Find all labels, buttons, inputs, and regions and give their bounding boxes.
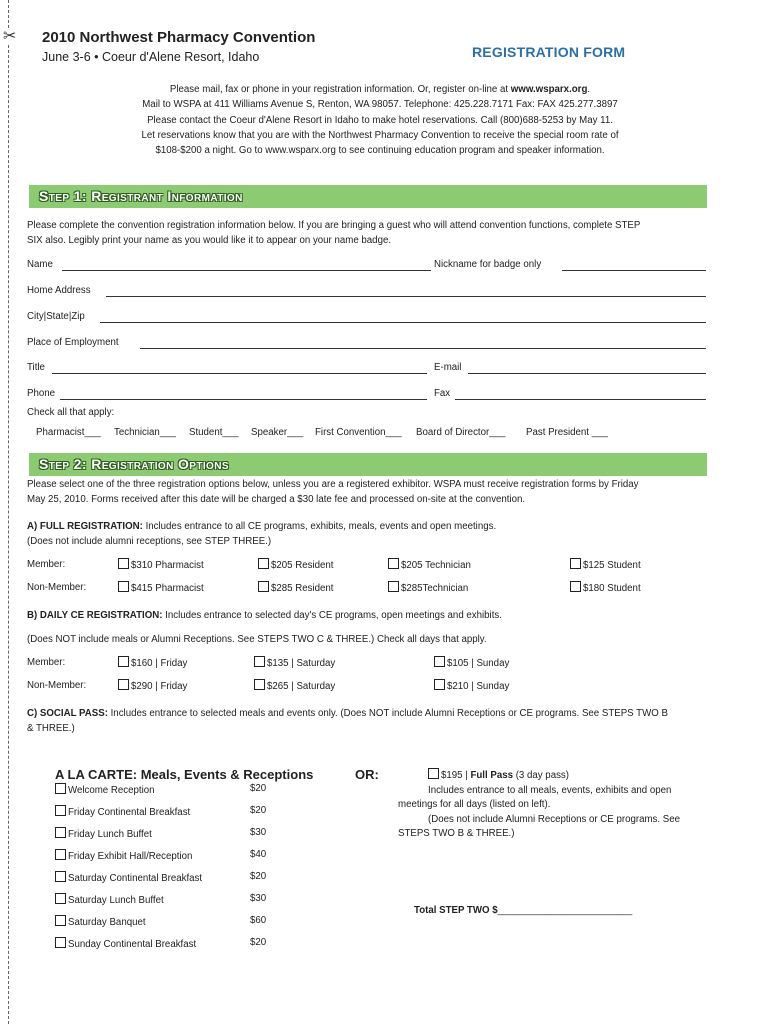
alacarte-item[interactable] <box>55 849 192 862</box>
member-label: Member: <box>27 657 66 668</box>
step2-description <box>27 478 717 507</box>
role-first-convention[interactable]: First Convention___ <box>315 427 402 438</box>
pass-description: Includes entrance to all meals, events, exhibits and open <box>428 784 672 796</box>
intro-text <box>50 82 710 158</box>
checkbox[interactable] <box>570 558 581 569</box>
pass-description: meetings for all days (listed on left). <box>398 799 551 810</box>
option-label: $285Technician <box>401 583 469 594</box>
step1-header <box>29 185 707 208</box>
item-label: Saturday Lunch Buffet <box>68 895 164 906</box>
nonmember-label: Non-Member: <box>27 680 87 691</box>
description-line: Please complete the convention registration information below. If you are bringing a guest who will attend convention functions, complete STEP <box>27 220 641 231</box>
step2-title: Step 2: Registration Options <box>39 456 229 472</box>
nonmember-label: Non-Member: <box>27 582 87 593</box>
checkbox[interactable] <box>434 656 445 667</box>
item-price: $30 <box>250 827 267 838</box>
checkbox[interactable] <box>55 849 66 860</box>
item-price: $20 <box>250 871 267 882</box>
home-address-field[interactable] <box>106 296 706 297</box>
nickname-label: Nickname for badge only <box>434 259 542 270</box>
nickname-field[interactable] <box>562 270 706 271</box>
alacarte-item[interactable] <box>55 827 152 840</box>
intro-line: Please mail, fax or phone in your registration information. Or, register on-line at <box>169 84 511 95</box>
checkbox[interactable] <box>388 558 399 569</box>
alacarte-item[interactable] <box>55 915 146 928</box>
checkbox[interactable] <box>118 558 129 569</box>
option-a-member-pharmacist[interactable] <box>118 558 204 571</box>
option-label: $205 Resident <box>271 560 334 571</box>
option-a-description <box>27 520 717 549</box>
item-price: $20 <box>250 783 267 794</box>
website-link[interactable]: www.wsparx.org <box>510 84 588 95</box>
step1-description <box>27 219 717 248</box>
member-label: Member: <box>27 559 66 570</box>
description-line: SIX also. Legibly print your name as you would like it to appear on your name badge. <box>27 234 392 246</box>
checkbox[interactable] <box>428 768 439 779</box>
option-label: $135 | Saturday <box>267 658 336 669</box>
option-c-text: & THREE.) <box>27 722 75 734</box>
or-label: OR: <box>355 767 379 782</box>
option-a-nonmember-resident[interactable] <box>258 581 333 594</box>
checkbox[interactable] <box>55 805 66 816</box>
alacarte-title: A LA CARTE: Meals, Events & Receptions <box>55 767 314 782</box>
checkbox[interactable] <box>55 783 66 794</box>
checkbox[interactable] <box>118 656 129 667</box>
checkbox[interactable] <box>258 581 269 592</box>
event-title: 2010 Northwest Pharmacy Convention <box>42 29 316 46</box>
name-field[interactable] <box>62 270 431 271</box>
role-speaker[interactable]: Speaker___ <box>251 427 304 438</box>
option-label: $125 Student <box>583 560 641 571</box>
option-b-heading: B) DAILY CE REGISTRATION: <box>27 610 163 621</box>
total-field[interactable]: _________________________ <box>497 905 633 916</box>
item-price: $60 <box>250 915 267 926</box>
step1-title: Step 1: Registrant Information <box>39 188 243 204</box>
alacarte-item[interactable] <box>55 871 202 884</box>
option-label: $285 Resident <box>271 583 334 594</box>
pass-name: Full Pass <box>470 770 513 781</box>
role-board-of-director[interactable]: Board of Director___ <box>416 427 506 438</box>
event-subtitle: June 3-6 • Coeur d'Alene Resort, Idaho <box>42 50 260 64</box>
city-state-zip-label: City|State|Zip <box>27 311 85 322</box>
option-a-nonmember-student[interactable] <box>570 581 641 594</box>
description-line: Please select one of the three registration options below, unless you are a registered exhibitor. WSPA must receive registration forms by Friday <box>27 479 639 490</box>
intro-line: $108-$200 a night. Go to www.wsparx.org to see continuing education program and speaker information. <box>155 145 605 157</box>
option-label: $310 Pharmacist <box>131 560 204 571</box>
employment-label: Place of Employment <box>27 337 119 348</box>
option-c-description <box>27 707 717 736</box>
option-label: $180 Student <box>583 583 641 594</box>
item-label: Sunday Continental Breakfast <box>68 939 197 950</box>
phone-field[interactable] <box>60 399 427 400</box>
option-b-text: Includes entrance to selected day's CE programs, open meetings and exhibits. <box>162 610 502 621</box>
option-label: $265 | Saturday <box>267 681 336 692</box>
checkbox[interactable] <box>254 679 265 690</box>
checkbox[interactable] <box>55 893 66 904</box>
title-field[interactable] <box>52 373 427 374</box>
form-heading: REGISTRATION FORM <box>472 44 626 60</box>
intro-line: Please contact the Coeur d'Alene Resort in Idaho to make hotel reservations. Call (800)688-5253 by May 11. <box>147 114 613 126</box>
checkbox[interactable] <box>434 679 445 690</box>
option-b-description <box>27 609 717 624</box>
option-a-note: (Does not include alumni receptions, see STEP THREE.) <box>27 535 272 547</box>
pass-price: $195 | <box>441 770 471 781</box>
option-b-nonmember-sunday[interactable] <box>434 679 509 692</box>
fax-field[interactable] <box>455 399 706 400</box>
pass-description: (Does not include Alumni Receptions or CE programs. See <box>428 813 680 825</box>
phone-label: Phone <box>27 388 56 399</box>
item-label: Welcome Reception <box>68 785 155 796</box>
checkbox[interactable] <box>118 581 129 592</box>
role-past-president[interactable]: Past President ___ <box>526 427 608 438</box>
option-label: $160 | Friday <box>131 658 188 669</box>
option-label: $205 Technician <box>401 560 471 571</box>
option-b-member-saturday[interactable] <box>254 656 335 669</box>
option-b-note: (Does NOT include meals or Alumni Receptions. See STEPS TWO C & THREE.) Check all days that apply. <box>27 634 487 645</box>
option-a-nonmember-pharmacist[interactable] <box>118 581 204 594</box>
option-b-nonmember-saturday[interactable] <box>254 679 335 692</box>
option-b-nonmember-friday[interactable] <box>118 679 187 692</box>
home-address-label: Home Address <box>27 285 91 296</box>
checkbox[interactable] <box>55 915 66 926</box>
alacarte-item[interactable] <box>55 783 155 796</box>
option-a-member-resident[interactable] <box>258 558 333 571</box>
checkbox[interactable] <box>55 827 66 838</box>
step2-header <box>29 453 707 476</box>
item-label: Friday Exhibit Hall/Reception <box>68 851 193 862</box>
fax-label: Fax <box>434 388 451 399</box>
pass-days: (3 day pass) <box>513 770 569 781</box>
alacarte-item[interactable] <box>55 805 190 818</box>
item-price: $40 <box>250 849 267 860</box>
item-label: Saturday Continental Breakfast <box>68 873 203 884</box>
option-c-text: Includes entrance to selected meals and events only. (Does NOT include Alumni Receptions or CE programs. See STEPS TWO B <box>107 708 668 719</box>
checkbox[interactable] <box>55 871 66 882</box>
item-price: $20 <box>250 805 267 816</box>
cut-line <box>8 0 9 1024</box>
name-label: Name <box>27 259 53 270</box>
intro-line: Mail to WSPA at 411 Williams Avenue S, Renton, WA 98057. Telephone: 425.228.7171 Fax: FAX 425.277.3897 <box>142 99 618 111</box>
option-label: $415 Pharmacist <box>131 583 204 594</box>
option-b-member-friday[interactable] <box>118 656 187 669</box>
total-step-two[interactable] <box>414 905 632 916</box>
email-label: E-mail <box>434 362 462 373</box>
option-a-member-student[interactable] <box>570 558 641 571</box>
item-label: Friday Continental Breakfast <box>68 807 191 818</box>
item-price: $30 <box>250 893 267 904</box>
intro-line: Let reservations know that you are with the Northwest Pharmacy Convention to receive the special room rate of <box>141 129 619 141</box>
item-label: Friday Lunch Buffet <box>68 829 152 840</box>
option-label: $210 | Sunday <box>447 681 510 692</box>
option-label: $290 | Friday <box>131 681 188 692</box>
alacarte-item[interactable] <box>55 937 196 950</box>
option-b-member-sunday[interactable] <box>434 656 509 669</box>
item-label: Saturday Banquet <box>68 917 146 928</box>
checkbox[interactable] <box>570 581 581 592</box>
item-price: $20 <box>250 937 267 948</box>
role-student[interactable]: Student___ <box>189 427 239 438</box>
option-a-nonmember-technician[interactable] <box>388 581 468 594</box>
intro-line: . <box>587 84 591 95</box>
option-a-heading: A) FULL REGISTRATION: <box>27 521 143 532</box>
total-label: Total STEP TWO $ <box>414 905 498 916</box>
option-a-text: Includes entrance to all CE programs, exhibits, meals, events and open meetings. <box>142 521 497 532</box>
full-pass-line[interactable] <box>428 768 703 784</box>
title-label: Title <box>27 362 45 373</box>
role-pharmacist[interactable]: Pharmacist___ <box>36 427 101 438</box>
checkbox[interactable] <box>118 679 129 690</box>
description-line: May 25, 2010. Forms received after this date will be charged a $30 late fee and processed on-site at the convention. <box>27 493 526 505</box>
employment-field[interactable] <box>140 348 706 349</box>
alacarte-item[interactable] <box>55 893 164 906</box>
checkbox[interactable] <box>55 937 66 948</box>
checkbox[interactable] <box>258 558 269 569</box>
role-technician[interactable]: Technician___ <box>114 427 176 438</box>
option-c-heading: C) SOCIAL PASS: <box>27 708 108 719</box>
scissors-icon: ✂ <box>3 26 17 45</box>
city-state-zip-field[interactable] <box>100 322 706 323</box>
option-label: $105 | Sunday <box>447 658 510 669</box>
option-a-member-technician[interactable] <box>388 558 471 571</box>
check-all-label: Check all that apply: <box>27 407 115 418</box>
full-pass-option <box>398 768 703 842</box>
checkbox[interactable] <box>388 581 399 592</box>
email-field[interactable] <box>468 373 706 374</box>
checkbox[interactable] <box>254 656 265 667</box>
pass-description: STEPS TWO B & THREE.) <box>398 828 515 839</box>
